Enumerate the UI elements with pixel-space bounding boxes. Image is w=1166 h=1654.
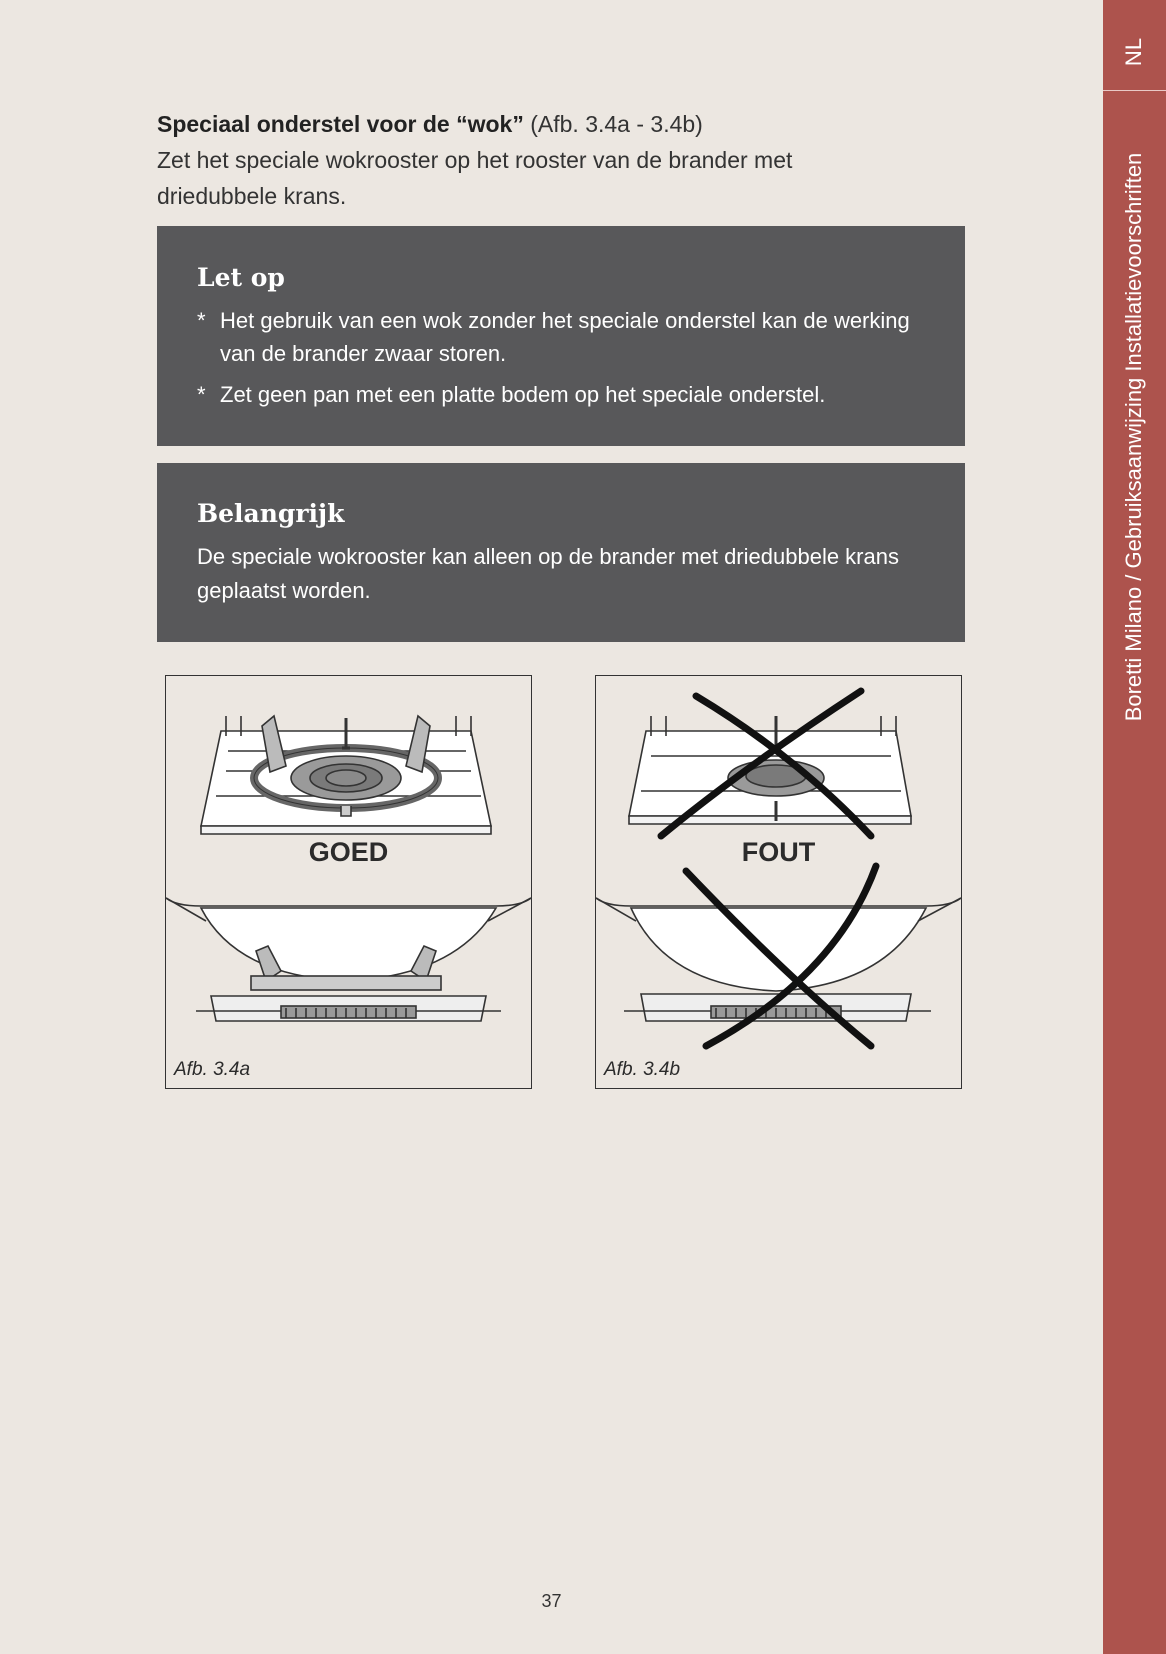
important-title: Belangrijk xyxy=(197,499,345,528)
figure-caption-a: Afb. 3.4a xyxy=(174,1059,251,1080)
intro-line-2: driedubbele krans. xyxy=(157,183,347,209)
note-item-text: Zet geen pan met een platte bodem op het speciale onderstel. xyxy=(220,382,826,407)
bullet-asterisk: * xyxy=(197,382,206,407)
figure-reference: (Afb. 3.4a - 3.4b) xyxy=(530,111,703,137)
language-code: NL xyxy=(1121,37,1146,67)
important-text: De speciale wokrooster kan alleen op de brander met driedubbele krans geplaatst worden. xyxy=(197,544,899,603)
intro-text xyxy=(157,106,957,214)
wok-without-stand-incorrect-illustration xyxy=(596,676,961,1088)
intro-line-1: Zet het speciale wokrooster op het rooster van de brander met xyxy=(157,147,793,173)
figure-incorrect xyxy=(595,675,962,1089)
side-tab xyxy=(1103,0,1166,1654)
note-item-text: Het gebruik van een wok zonder het speciale onderstel kan de werking van de brander zwaar storen. xyxy=(220,308,910,366)
language-tab xyxy=(1103,0,1166,91)
figure-label-correct: GOED xyxy=(308,837,389,867)
note-title: Let op xyxy=(197,263,285,292)
important-box xyxy=(157,463,965,642)
section-heading: Speciaal onderstel voor de “wok” xyxy=(157,111,524,137)
note-list xyxy=(197,304,925,411)
note-item xyxy=(197,304,925,370)
document-title: Boretti Milano / Gebruiksaanwijzing Installatievoorschriften xyxy=(1121,152,1146,722)
wok-stand-correct-illustration xyxy=(166,676,531,1088)
figure-label-incorrect: FOUT xyxy=(741,837,816,867)
note-box xyxy=(157,226,965,446)
figure-correct xyxy=(165,675,532,1089)
page-number: 37 xyxy=(541,1591,562,1611)
note-item xyxy=(197,378,925,411)
intro-heading-line xyxy=(157,106,957,142)
bullet-asterisk: * xyxy=(197,308,206,333)
figure-caption-b: Afb. 3.4b xyxy=(604,1059,681,1080)
